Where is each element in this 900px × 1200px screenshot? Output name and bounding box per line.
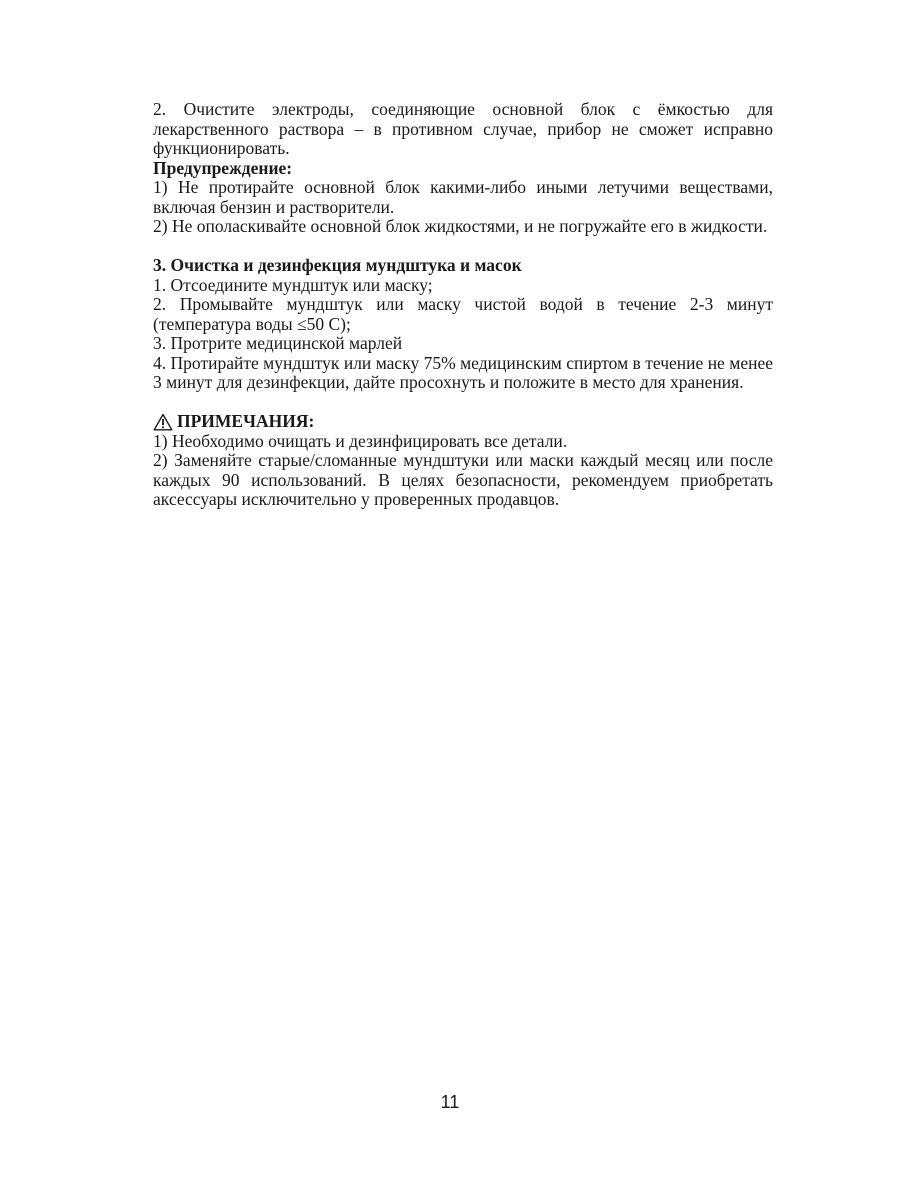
section-3-step-4: 4. Протирайте мундштук или маску 75% медицинским спиртом в течение не менее 3 минут для дезинфекции, дайте просохнуть и положите в место для хранения. [153, 352, 773, 392]
notes-heading-row [153, 412, 773, 432]
spacer [153, 393, 773, 413]
warning-triangle-icon [153, 413, 173, 431]
warning-heading: Предупреждение: [153, 157, 293, 178]
cleaning-step-2: 2. Очистите электроды, соединяющие основной блок с ёмкостью для лекарственного раствора – в противном случае, прибор не сможет исправно функционировать. [153, 99, 773, 158]
notes-heading: ПРИМЕЧАНИЯ: [177, 411, 315, 431]
section-3-step-3: 3. Протрите медицинской марлей [153, 333, 403, 353]
section-3-step-2: 2. Промывайте мундштук или маску чистой водой в течение 2-3 минут (температура воды ≤50 С); [153, 294, 773, 334]
document-body [153, 100, 773, 510]
warning-item-2: 2) Не ополаскивайте основной блок жидкостями, и не погружайте его в жидкости. [153, 216, 768, 236]
note-item-1: 1) Необходимо очищать и дезинфицировать все детали. [153, 430, 568, 451]
note-item-2: 2) Заменяйте старые/сломанные мундштуки или маски каждый месяц или после каждых 90 использований. В целях безопасности, рекомендуем приобретать аксессуары исключительно у проверенных продавцов. [153, 450, 773, 509]
page-number: 11 [440, 1092, 460, 1112]
spacer [153, 237, 773, 257]
section-3-heading: 3. Очистка и дезинфекция мундштука и масок [153, 255, 522, 275]
warning-item-1: 1) Не протирайте основной блок какими-либо иными летучими веществами, включая бензин и растворители. [153, 177, 773, 217]
section-3-step-1: 1. Отсоедините мундштук или маску; [153, 274, 433, 295]
